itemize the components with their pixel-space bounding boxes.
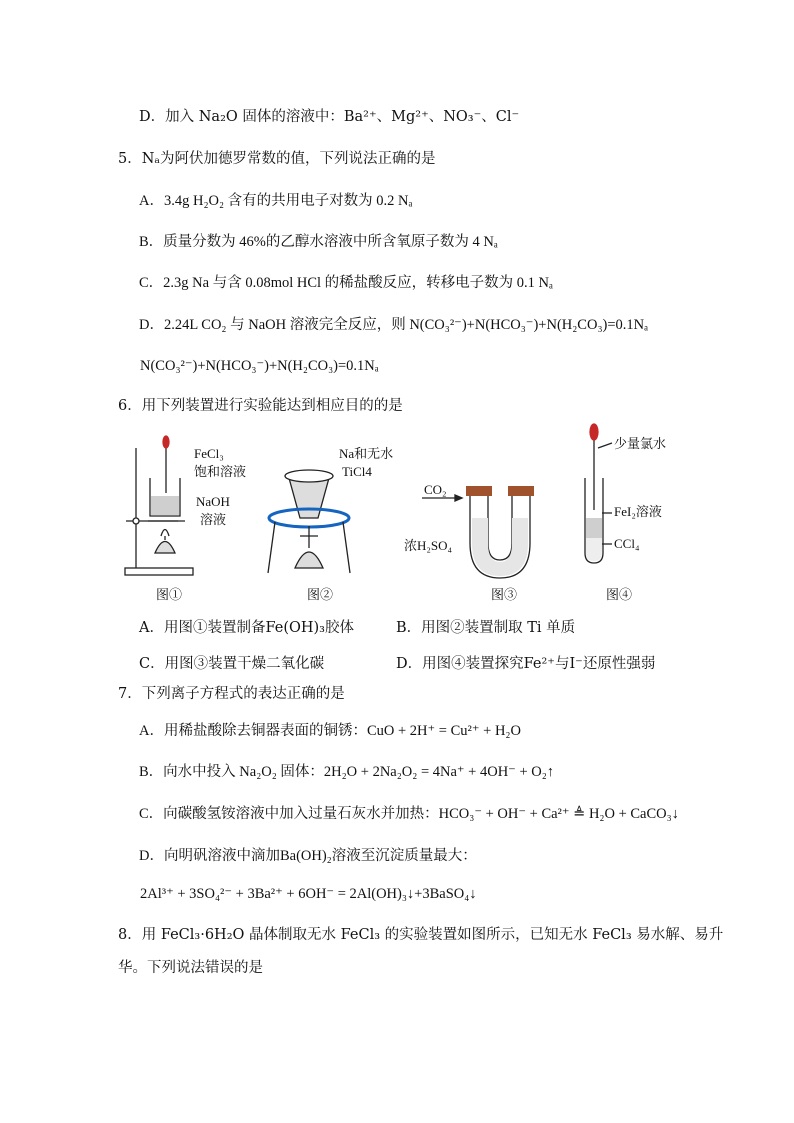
figure-2-apparatus	[268, 470, 350, 573]
q6-figures	[0, 418, 794, 618]
q7-option-a: A．用稀盐酸除去铜器表面的铜锈：CuO + 2H⁺ = Cu²⁺ + H₂O	[139, 723, 521, 739]
q5-option-c: C．2.3g Na 与含 0.08mol HCl 的稀盐酸反应，转移电子数为 0.1 Nₐ	[139, 275, 553, 291]
fig1-reagent1-line1: FeCl₃	[194, 446, 224, 461]
fig1-reagent1-line2: 饱和溶液	[194, 464, 247, 479]
q5-option-b: B．质量分数为 46%的乙醇水溶液中所含氧原子数为 4 Nₐ	[139, 234, 498, 250]
figure-2-labels	[339, 446, 393, 479]
q7-option-d: D．向明矾溶液中滴加Ba(OH)₂溶液至沉淀质量最大：	[139, 848, 477, 864]
q5-option-a: A．3.4g H₂O₂ 含有的共用电子对数为 0.2 Nₐ	[139, 193, 413, 209]
q6-stem: 6．用下列装置进行实验能达到相应目的的是	[118, 398, 403, 414]
figure-2-caption: 图②	[307, 588, 334, 603]
q7-option-c: C．向碳酸氢铵溶液中加入过量石灰水并加热：HCO₃⁻ + OH⁻ + Ca²⁺ ≜ H₂O + CaCO₃↓	[139, 806, 679, 822]
figure-1-labels	[194, 446, 246, 527]
figure-1-apparatus	[125, 436, 193, 575]
figure-3-apparatus	[422, 486, 534, 578]
q7-stem: 7．下列离子方程式的表达正确的是	[118, 686, 345, 702]
fig4-mid: FeI₂溶液	[614, 504, 662, 519]
q7-option-b: B．向水中投入 Na₂O₂ 固体：2H₂O + 2Na₂O₂ = 4Na⁺ + 4OH⁻ + O₂↑	[139, 764, 555, 780]
fig1-reagent2-line1: NaOH	[196, 494, 230, 509]
figure-4-apparatus	[585, 424, 612, 563]
figure-3-caption: 图③	[491, 588, 518, 603]
figure-3-labels	[404, 482, 453, 553]
q5-option-d-equation: N(CO₃²⁻)+N(HCO₃⁻)+N(H₂CO₃)=0.1Nₐ	[140, 358, 379, 374]
fig4-bottom: CCl₄	[614, 536, 640, 551]
q8-stem-line1: 8．用 FeCl₃·6H₂O 晶体制取无水 FeCl₃ 的实验装置如图所示，已知无水 FeCl₃ 易水解、易升	[118, 927, 724, 943]
fig2-reagent-line2: TiCl4	[342, 464, 372, 479]
q4-option-d: D．加入 Na₂O 固体的溶液中：Ba²⁺、Mg²⁺、NO₃⁻、Cl⁻	[139, 109, 520, 125]
fig3-gas: CO₂	[424, 482, 447, 497]
figure-4-caption: 图④	[606, 588, 633, 603]
q6-option-a: A．用图①装置制备Fe(OH)₃胶体	[139, 620, 354, 636]
fig3-acid: 浓H₂SO₄	[404, 538, 453, 553]
fig4-top: 少量氯水	[614, 436, 667, 451]
fig2-reagent-line1: Na和无水	[339, 446, 394, 461]
q5-stem: 5．Nₐ为阿伏加德罗常数的值，下列说法正确的是	[118, 151, 436, 167]
figure-1-caption: 图①	[156, 588, 183, 603]
q6-option-c: C．用图③装置干燥二氧化碳	[139, 656, 325, 672]
q6-option-b: B．用图②装置制取 Ti 单质	[396, 620, 576, 636]
figure-4-labels	[614, 436, 666, 551]
q6-option-d: D．用图④装置探究Fe²⁺与I⁻还原性强弱	[396, 656, 656, 672]
q5-option-d: D．2.24L CO₂ 与 NaOH 溶液完全反应，则 N(CO₃²⁻)+N(HCO₃⁻)+N(H₂CO₃)=0.1Nₐ	[139, 317, 649, 333]
q7-option-d-equation: 2Al³⁺ + 3SO₄²⁻ + 3Ba²⁺ + 6OH⁻ = 2Al(OH)₃↓+3BaSO₄↓	[140, 886, 477, 902]
q8-stem-line2: 华。下列说法错误的是	[118, 960, 263, 976]
fig1-reagent2-line2: 溶液	[200, 512, 227, 527]
